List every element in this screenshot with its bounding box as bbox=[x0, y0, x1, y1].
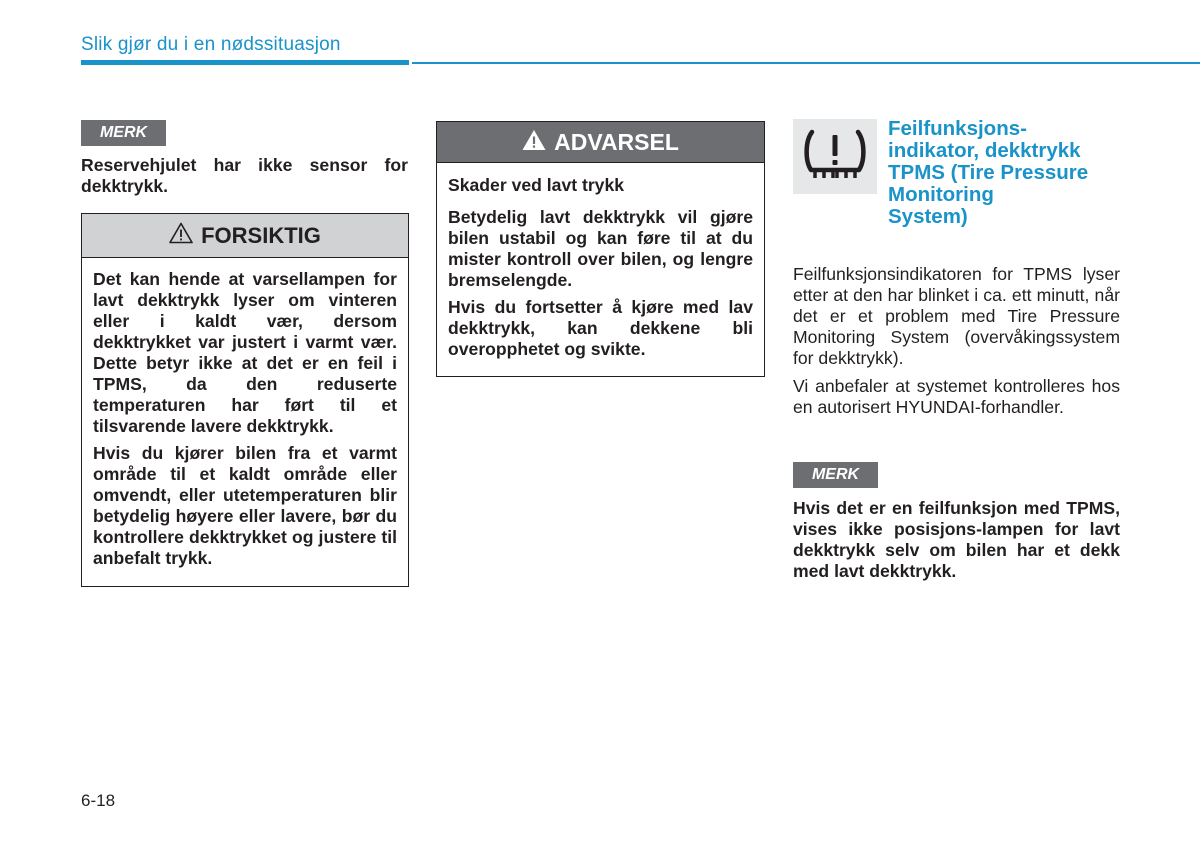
title-line: indikator, dekktrykk bbox=[888, 139, 1081, 162]
caution-box bbox=[81, 213, 409, 587]
title-line: System) bbox=[888, 205, 968, 228]
warning-title: ADVARSEL bbox=[554, 128, 679, 155]
note-badge: MERK bbox=[793, 462, 878, 488]
header-rule-thin bbox=[412, 62, 1200, 64]
title-line: Feilfunksjons- bbox=[888, 117, 1027, 140]
title-line: TPMS (Tire Pressure bbox=[888, 161, 1089, 184]
note-badge: MERK bbox=[81, 120, 166, 146]
warning-box bbox=[436, 121, 765, 377]
tpms-description: Feilfunksjonsindikatoren for TPMS lyser etter at den har blinket i ca. ett minutt, når det er et problem med Tire Pressure Monitoring System (overvåkingssystem for dekktrykk). bbox=[793, 264, 1120, 368]
warning-paragraph: Hvis du fortsetter å kjøre med lav dekktrykk, kan dekkene bli overopphetet og svikte. bbox=[448, 297, 753, 359]
warning-paragraph: Betydelig lavt dekktrykk vil gjøre bilen ustabil og kan føre til at du mister kontroll over bilen, og lengre bremselengde. bbox=[448, 207, 753, 290]
tpms-malfunction-note: Hvis det er en feilfunksjon med TPMS, vises ikke posisjons-lampen for lavt dekktrykk selv om bilen har et dekk med lavt dekktrykk. bbox=[793, 498, 1120, 581]
tpms-section-title bbox=[888, 118, 1128, 228]
warning-body bbox=[437, 163, 764, 360]
caution-paragraph: Hvis du kjører bilen fra et varmt område til et kaldt område eller omvendt, eller utetemperaturen blir betydelig høyere eller lavere, bør du kontrollere dekktrykket og justere til anbefalt trykk. bbox=[93, 443, 397, 568]
tpms-recommendation: Vi anbefaler at systemet kontrolleres hos en autorisert HYUNDAI-forhandler. bbox=[793, 376, 1120, 417]
header-rule-thick bbox=[81, 60, 409, 65]
tpms-warning-icon bbox=[804, 125, 866, 188]
section-header-title: Slik gjør du i en nødssituasjon bbox=[81, 34, 341, 55]
caution-body bbox=[82, 258, 408, 569]
warning-triangle-filled-icon bbox=[522, 129, 546, 156]
warning-subheading: Skader ved lavt trykk bbox=[448, 175, 625, 195]
caution-header bbox=[82, 214, 408, 258]
warning-header bbox=[437, 122, 764, 163]
title-line: Monitoring bbox=[888, 183, 994, 206]
page-number: 6-18 bbox=[81, 791, 116, 810]
spare-wheel-note: Reservehjulet har ikke sensor for dekktrykk. bbox=[81, 155, 408, 196]
caution-paragraph: Det kan hende at varsellampen for lavt dekktrykk lyser om vinteren eller i kaldt vær, dersom dekktrykket var justert i varmt vær. Dette betyr ikke at det er en feil i TPMS, da den reduserte temperaturen har ført til et tilsvarende lavere dekktrykk. bbox=[93, 269, 397, 436]
caution-title: FORSIKTIG bbox=[201, 222, 321, 248]
warning-triangle-outline-icon bbox=[169, 222, 193, 249]
tpms-icon-box bbox=[793, 119, 877, 194]
